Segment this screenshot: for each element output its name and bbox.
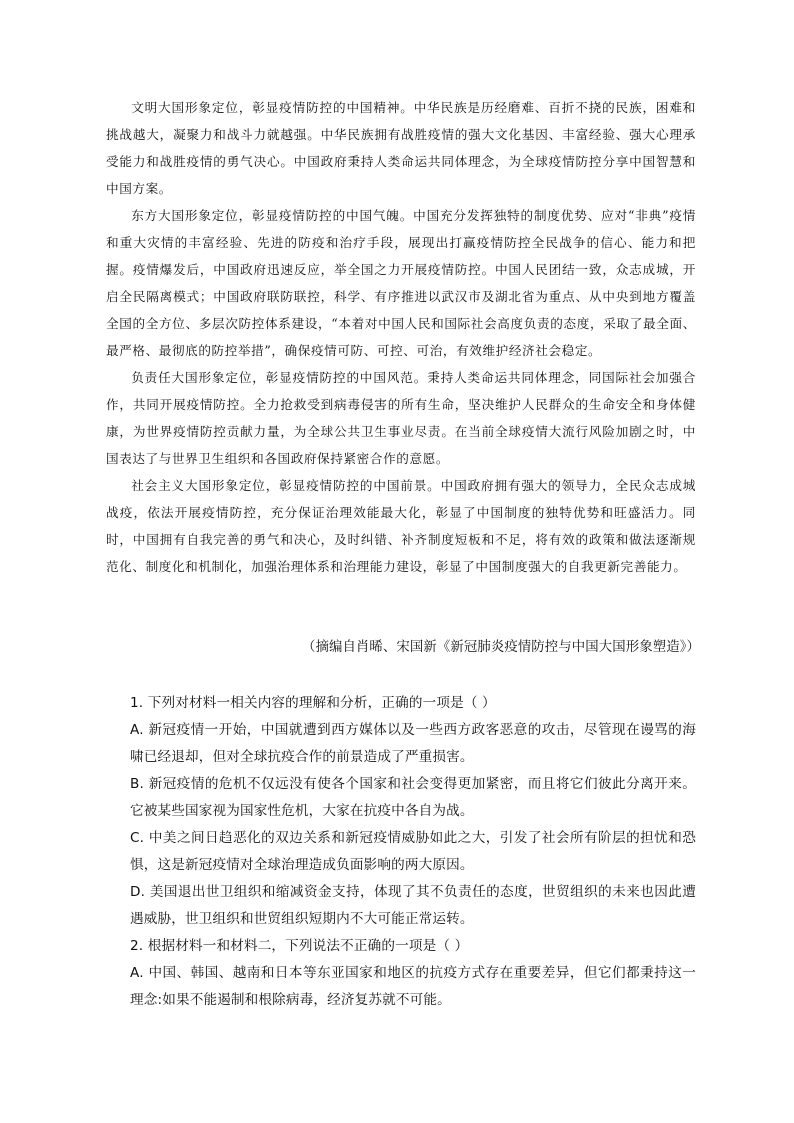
option-a: A. 中国、韩国、越南和日本等东亚国家和地区的抗疫方式存在重要差异，但它们都秉持这一理念:如果不能遏制和根除病毒，经济复苏就不可能。 (130, 965, 696, 1008)
option-b: B. 新冠疫情的危机不仅远没有使各个国家和社会变得更加紧密，而且将它们彼此分离开来。它被某些国家视为国家性危机，大家在抗疫中各自为战。 (130, 776, 696, 819)
passage-paragraph: 文明大国形象定位，彰显疫情防控的中国精神。中华民族是历经磨难、百折不挠的民族，困难和挑战越大，凝聚力和战斗力就越强。中华民族拥有战胜疫情的强大文化基因、丰富经验、强大心理承受能力和战胜疫情的勇气决心。中国政府秉持人类命运共同体理念，为全球疫情防控分享中国智慧和中国方案。 (106, 100, 696, 196)
passage-text (106, 94, 696, 580)
passage-paragraph: 社会主义大国形象定位，彰显疫情防控的中国前景。中国政府拥有强大的领导力，全民众志成城战疫，依法开展疫情防控，充分保证治理效能最大化，彰显了中国制度的独特优势和旺盛活力。同时，中国拥有自我完善的勇气和决心，及时纠错、补齐制度短板和不足，将有效的政策和做法逐渐规范化、制度化和机制化，加强治理体系和治理能力建设，彰显了中国制度强大的自我更新完善能力。 (106, 478, 696, 574)
passage-paragraph: 负责任大国形象定位，彰显疫情防控的中国风范。秉持人类命运共同体理念，同国际社会加强合作，共同开展疫情防控。全力抢救受到病毒侵害的所有生命，坚决维护人民群众的生命安全和身体健康，为世界疫情防控贡献力量，为全球公共卫生事业尽责。在当前全球疫情大流行风险加剧之时，中国表达了与世界卫生组织和各国政府保持紧密合作的意愿。 (106, 370, 696, 466)
option-d: D. 美国退出世卫组织和缩减资金支持，体现了其不负责任的态度，世贸组织的未来也因此遭遇威胁，世卫组织和世贸组织短期内不大可能正常运转。 (130, 884, 696, 927)
source-citation: （摘编自肖晞、宋国新《新冠肺炎疫情防控与中国大国形象塑造》） (301, 640, 700, 655)
option-a: A. 新冠疫情一开始，中国就遭到西方媒体以及一些西方政客恶意的攻击，尽管现在谩骂的海啸已经退却，但对全球抗疫合作的前景造成了严重损害。 (130, 722, 696, 765)
question-stem-1: 1. 下列对材料一相关内容的理解和分析，正确的一项是（ ） (130, 695, 496, 711)
passage-paragraph: 东方大国形象定位，彰显疫情防控的中国气魄。中国充分发挥独特的制度优势、应对“非典”疫情和重大灾情的丰富经验、先进的防疫和治疗手段，展现出打赢疫情防控全民战争的信心、能力和把握。疫情爆发后，中国政府迅速反应，举全国之力开展疫情防控。中国人民团结一致，众志成城，开启全民隔离模式；中国政府联防联控，科学、有序推进以武汉市及湖北省为重点、从中央到地方覆盖全国的全方位、多层次防控体系建设，“本着对中国人民和国际社会高度负责的态度，采取了最全面、最严格、最彻底的防控举措”，确保疫情可防、可控、可治，有效维护经济社会稳定。 (106, 208, 696, 358)
option-c: C. 中美之间日趋恶化的双边关系和新冠疫情威胁如此之大，引发了社会所有阶层的担忧和恐惧，这是新冠疫情对全球治理造成负面影响的两大原因。 (130, 830, 696, 873)
question-stem-2: 2. 根据材料一和材料二，下列说法不正确的一项是（ ） (130, 938, 469, 954)
question-list (130, 690, 696, 1014)
